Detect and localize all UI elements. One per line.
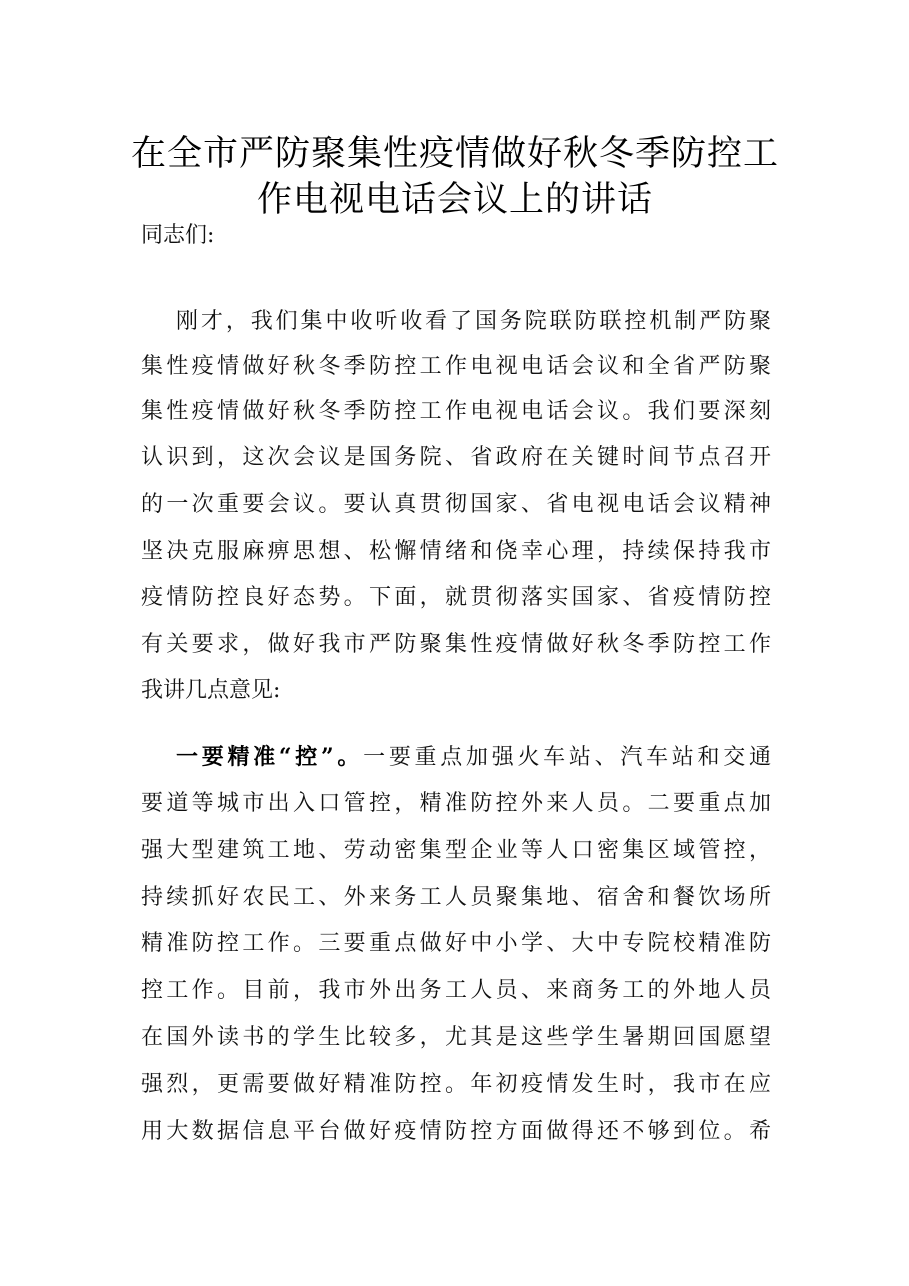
paragraph-1-line: 认识到，这次会议是国务院、省政府在关键时间节点召开: [141, 445, 771, 470]
paragraph-2-line: 要道等城市出入口管控，精准防控外来人员。二要重点加: [141, 791, 771, 816]
paragraph-2-line: 持续抓好农民工、外来务工人员聚集地、宿舍和餐饮场所: [141, 885, 771, 910]
salutation: 同志们:: [141, 223, 215, 248]
paragraph-2-line: 精准防控工作。三要重点做好中小学、大中专院校精准防: [141, 931, 771, 956]
paragraph-1-line: 刚才，我们集中收听收看了国务院联防联控机制严防聚: [176, 309, 771, 334]
document-title-line-1: 在全市严防聚集性疫情做好秋冬季防控工: [130, 134, 779, 174]
paragraph-2-line: 强大型建筑工地、劳动密集型企业等人口密集区域管控，: [141, 838, 771, 863]
paragraph-1-line: 疫情防控良好态势。下面，就贯彻落实国家、省疫情防控: [141, 585, 771, 610]
paragraph-1-line: 坚决克服麻痹思想、松懈情绪和侥幸心理，持续保持我市: [141, 539, 771, 564]
paragraph-1-line: 集性疫情做好秋冬季防控工作电视电话会议和全省严防聚: [141, 354, 771, 379]
paragraph-2-first-line: [176, 743, 771, 772]
paragraph-2-line: 在国外读书的学生比较多，尤其是这些学生暑期回国愿望: [141, 1025, 771, 1050]
paragraph-1-line: 集性疫情做好秋冬季防控工作电视电话会议。我们要深刻: [141, 399, 771, 424]
paragraph-2-line: 强烈，更需要做好精准防控。年初疫情发生时，我市在应: [141, 1072, 771, 1097]
paragraph-2-first-line-text: 一要重点加强火车站、汽车站和交通: [363, 745, 771, 770]
paragraph-2-line: 用大数据信息平台做好疫情防控方面做得还不够到位。希: [141, 1119, 771, 1144]
paragraph-1-line: 有关要求，做好我市严防聚集性疫情做好秋冬季防控工作: [141, 632, 771, 657]
paragraph-2-line: 控工作。目前，我市外出务工人员、来商务工的外地人员: [141, 978, 771, 1003]
section-heading: 一要精准“控”。: [176, 744, 364, 770]
paragraph-1-line: 我讲几点意见:: [141, 678, 281, 703]
paragraph-1-line: 的一次重要会议。要认真贯彻国家、省电视电话会议精神: [141, 492, 771, 517]
document-title-line-2: 作电视电话会议上的讲话: [256, 180, 653, 220]
